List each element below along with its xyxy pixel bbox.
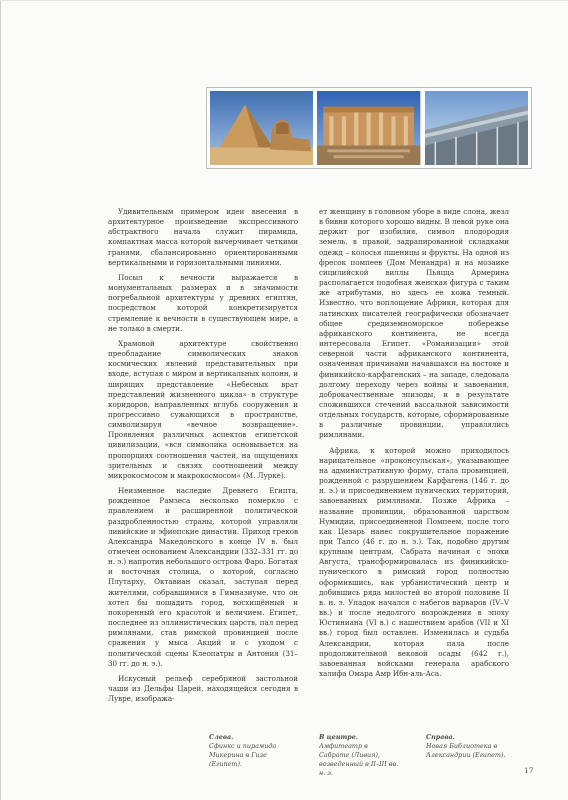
caption-title: В центре.: [319, 733, 359, 741]
caption-text: Амфитеатр в Сабрате (Ливия), возведенный в II–III вв. н. э.: [319, 742, 399, 777]
caption-text: Новая Библиотека в Александрии (Египет).: [426, 742, 506, 759]
text-column-right: [319, 207, 509, 684]
page-number: 17: [524, 766, 534, 775]
photo-strip: [206, 87, 532, 169]
paragraph: ет женщину в головном уборе в виде слона, жезл в бивни которого хорошо видны. В левой руке она держит рог изобилия, символ плодородия земель, в правой, задрапированной складками одежд – колосья пшеницы и фрукты. На одной из фресок помпеев (Дом Менандра) и на мозаике сицилийской виллы Пьяцца Армерина располагается подобная женская фигура с таким же атрибутами, но здесь ее кожа темный. Известно, что воплощение Африки, которая для латинских писателей географически обозначает общее средиземноморское побережье африканского континента, не всегда интересовала Египет. «Романизация» этой северной части африканского континента, означенная причинами начавшаяся на востоке и финикийско-карфагенских – на западе, следовала долгому переходу через войны и завоевания, доброкачественные эпизоды, и в результате сложившихся стечений вассальной зависимости отдельных государств, которые, сформированные в различные провинции, управлялись римлянами.: [319, 207, 509, 440]
caption-title: Справа.: [426, 733, 455, 741]
paragraph: Искусный рельеф серебряной застольной чаши из Дельфы Царей, находящейся сегодня в Лувре, изобража-: [108, 673, 298, 704]
paragraph: Посыл к вечности выражается в монументальных размерах и в значимости погребальной архитектуры у древних египтян, посредством которой конкретизируется стремление к вечности в существующем мире, а не только в смерти.: [108, 272, 298, 333]
caption-title: Слева.: [209, 733, 234, 741]
text-column-left: [108, 207, 298, 709]
caption-center: [319, 733, 399, 778]
pyramid-and-sphinx-photo: [210, 91, 313, 165]
paragraph: Удивительным примером идеи внесения в архитектурное произведение экспрессивного абстрактного начала служит пирамида, компактная масса которой вычерчивает четкими гранями, сбалансированно ориентированными вертикальными и горизонтальными линиями.: [108, 207, 298, 267]
paragraph: Неизменное наследие Древнего Египта, рожденное Рамзеса несколько померкло с правлением и расширенной политической раздробленностью страны, которой управляли ливийские и эфиопские династии. Приход греков Александра Македонского в конце IV в. был отмечен основанием Александрии (332–331 гг. до н. э.) напротив небольшого острова Фаро. Богатая и восточная столица, о которой, согласно Плутарху, Октавиан сказал, заступая перед жителями, собравшимися в Гимназиуме, что он хотел бы пощадить город, восхищённый и покоренный его красотой и величием. Египет, последнее из эллинистических царств, пал перед римлянами, став римской провинцией после сражения у мыса Акций и с уходом с политической сцены Клеопатры и Антония (31–30 гг. до н. э.).: [108, 486, 298, 668]
caption-left: [209, 733, 289, 769]
caption-right: [426, 733, 506, 760]
paragraph: Храмовой архитектуре свойственно преобладание символических знаков космических явлений представительных при входе, вступая с миром и вертикальных колонн, и ширящих представление «Небесных врат представлений жизненного цикла» в структуре коридоров, направленных вглубь сооружения и прогрессивно сужающихся в пространстве, символизируя «вечное возвращение». Проявления различных аспектов египетской цивилизации, «вся символика основывается на пропорциях соотношения частей, на ощущениях зрительных и связях соотношений между микрокосмосом и макрокосмосом» (М. Лурке).: [108, 338, 298, 480]
modern-canopy-photo: [425, 91, 528, 165]
caption-text: Сфинкс и пирамида Микерина в Гизе (Египет).: [209, 742, 277, 768]
roman-ruins-photo: [317, 91, 420, 165]
paragraph: Африка, к которой можно приходилось нарицательное «проконсульская», указывающее на административную форму, стала провинцией, рожденной с разрушением Карфагена (146 г. до н. э.) и присоединением пунических территорий, завоеванных римлянами. Позже Африка – название провинции, образованной царством Нумидии, присоединенной Помпеем, после того как Цезарь нанес сокрушительное поражение при Тапсо (46 г. до н. э.). Так, подобно другим крупным центрам, Сабрата начиная с эпохи Августа, трансформировалась из финикийско-пунического в римский город полностью оформившись, как урбанистический центр и добившись ряда милостей во второй половине II в. н. э. Упадок начался с набегов варваров (IV–V вв.) и после недолгого возрождения в эпоху Юстиниана (VI в.) с нашествием арабов (VII и XI вв.) город был оставлен. Изменилась и судьба Александрии, которая пала после продолжительной вековой осады (642 г.), завоеванная войсками генерала арабского халифа Омара Амр Ибн-аль-Аса.: [319, 445, 509, 679]
